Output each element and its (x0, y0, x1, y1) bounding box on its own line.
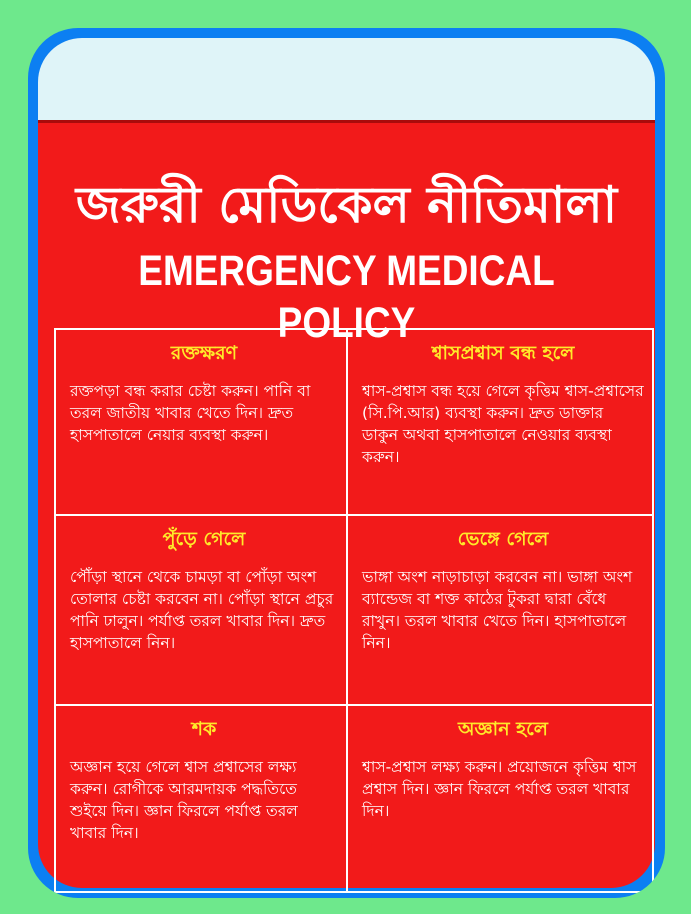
policy-text: রক্তপড়া বন্ধ করার চেষ্টা করুন। পানি বা তরল জাতীয় খাবার খেতে দিন। দ্রুত হাসপাতালে নেয়ার ব্যবস্থা করুন। (70, 382, 311, 444)
title-english: EMERGENCY MEDICAL POLICY (138, 247, 555, 347)
sign-frame (28, 28, 665, 898)
title-bengali: জরুরী মেডিকেল নীতিমালা (75, 176, 618, 234)
policy-cell-shock (55, 705, 347, 892)
policy-text: ভাঙ্গা অংশ নাড়াচাড়া করবেন না। ভাঙ্গা অংশ ব্যান্ডেজ বা শক্ত কাঠের টুকরা দ্বারা বেঁধে রাখুন। তরল খাবার খেতে দিন। হাসপাতালে নিন। (362, 568, 633, 652)
policy-cell-breathing (347, 329, 653, 515)
policy-heading: রক্তক্ষরণ (170, 342, 238, 364)
policy-heading: ভেঙ্গে গেলে (457, 528, 549, 550)
policy-heading: শ্বাসপ্রশ্বাস বন্ধ হলে (431, 342, 575, 364)
policy-heading: পুঁড়ে গেলে (162, 528, 246, 550)
policy-text: শ্বাস-প্রশ্বাস লক্ষ্য করুন। প্রয়োজনে কৃত্তিম শ্বাস প্রশ্বাস দিন। জ্ঞান ফিরলে পর্যাপ্ত তরল খাবার দিন। (362, 758, 637, 820)
policy-text: অজ্ঞান হয়ে গেলে শ্বাস প্রশ্বাসের লক্ষ্য করুন। রোগীকে আরমদায়ক পদ্ধতিতে শুইয়ে দিন। জ্ঞান ফিরলে পর্যাপ্ত তরল খাবার দিন। (70, 758, 298, 842)
policy-cell-burn (55, 515, 347, 705)
sign-panel (38, 120, 655, 888)
policy-heading: অজ্ঞান হলে (458, 718, 548, 740)
policy-heading: শক (191, 718, 217, 740)
policy-cell-fracture (347, 515, 653, 705)
policy-grid (54, 328, 654, 893)
policy-cell-bleeding (55, 329, 347, 515)
policy-text: শ্বাস-প্রশ্বাস বন্ধ হয়ে গেলে কৃত্তিম শ্বাস-প্রশ্বাসের (সি.পি.আর) ব্যবস্থা করুন। দ্রুত ডাক্তার ডাকুন অথবা হাসপাতালে নেওয়ার ব্যবস্থা করুন। (362, 382, 644, 466)
policy-text: পৌঁড়া স্থানে থেকে চামড়া বা পোঁড়া অংশ তোলার চেষ্টা করবেন না। পোঁড়া স্থানে প্রচুর পানি ঢালুন। পর্যাপ্ত তরল খাবার দিন। দ্রুত হাসপাতালে নিন। (70, 568, 334, 652)
policy-cell-unconscious (347, 705, 653, 892)
